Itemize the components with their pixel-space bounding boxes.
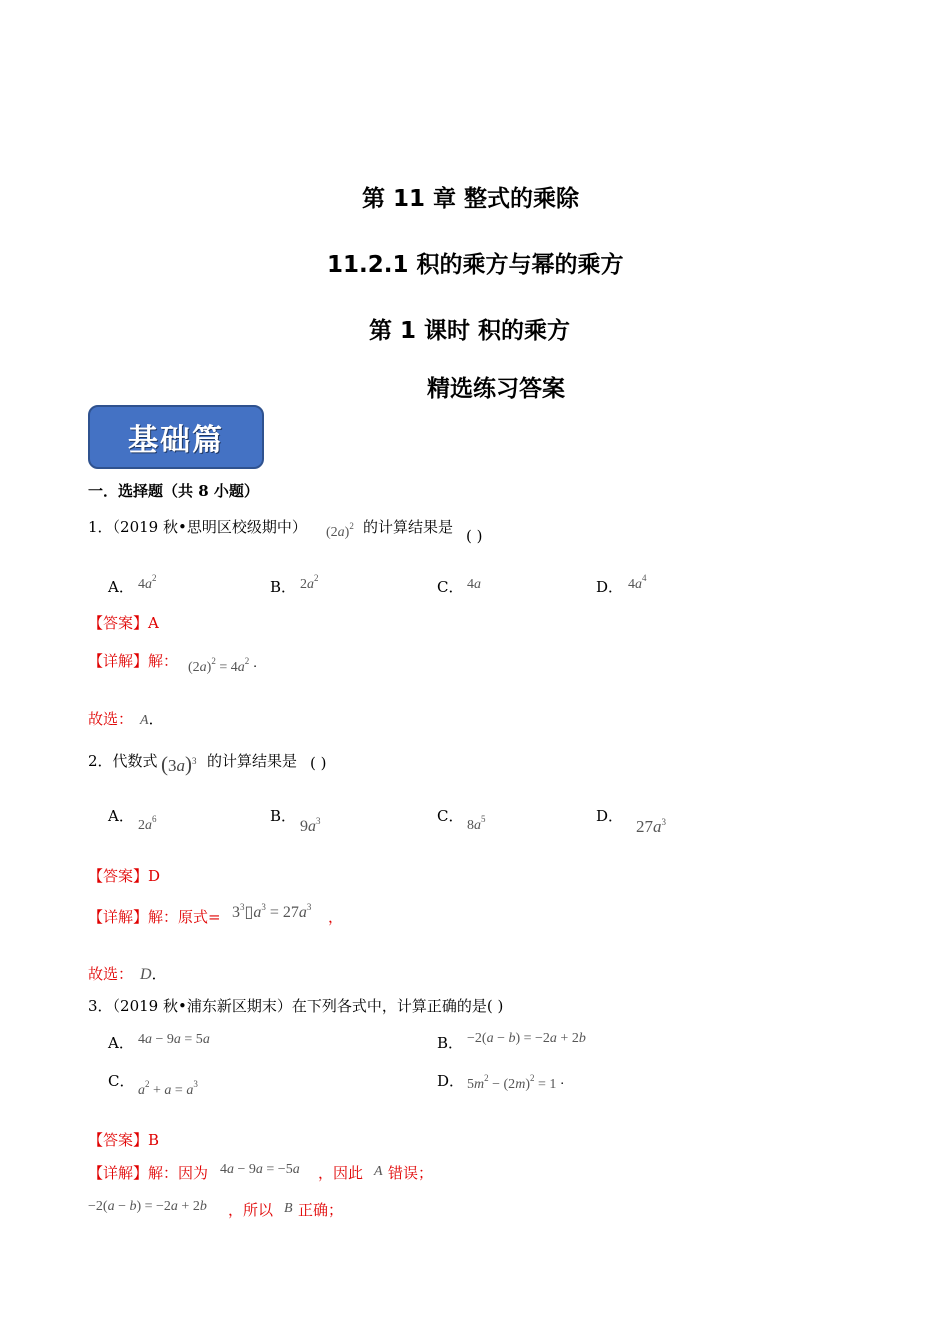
q1-option-c-label: C．	[437, 578, 464, 596]
q1-option-b-value: $2a^2$	[300, 573, 319, 592]
q1-answer: 【答案】A	[88, 614, 159, 632]
q2-detail: 【详解】解：原式=	[88, 908, 221, 926]
q3-detail-letter: A	[374, 1164, 383, 1179]
q2-conclusion: 故选：	[88, 965, 134, 983]
q1-detail: 【详解】解：	[88, 652, 179, 670]
q2-option-c-value: $8a^5$	[467, 814, 486, 833]
q3-option-d-label: D．	[437, 1072, 465, 1090]
q3-option-b-label: B．	[437, 1034, 464, 1052]
q2-detail-expression: $3^3▯a^3 = 27a^3$	[232, 902, 312, 921]
q3-detail: 【详解】解：因为	[88, 1164, 209, 1182]
q1-option-a-value: $4a^2$	[138, 573, 157, 592]
q1-detail-expression: $(2a)^2 = 4a^2$ ·	[188, 656, 258, 675]
q2-conclusion-value: D．	[140, 965, 167, 983]
subtitle: 精选练习答案	[427, 376, 565, 402]
q3-option-c-label: C．	[108, 1072, 135, 1090]
q1-blank: ( )	[466, 527, 483, 545]
q3-detail-mid: ，因此	[318, 1164, 364, 1182]
lesson-title: 第 1 课时 积的乘方	[369, 318, 571, 344]
q2-stem: 2．代数式	[88, 752, 158, 770]
q2-option-d-value: $27a^3$	[636, 817, 666, 836]
basic-section-badge: 基础篇	[88, 405, 264, 469]
q1-tail: 的计算结果是	[363, 518, 454, 536]
q2-option-c-label: C．	[437, 807, 464, 825]
q2-option-b-label: B．	[270, 807, 297, 825]
q2-option-a-label: A．	[108, 807, 134, 825]
q3-line2-end: 正确；	[298, 1201, 344, 1219]
q1-source: （2019 秋•思明区校级期中）	[112, 518, 307, 536]
q1-option-b-label: B．	[270, 578, 297, 596]
q3-stem: 3．（2019 秋•浦东新区期末）在下列各式中，计算正确的是( )	[88, 997, 504, 1015]
q1-option-a-label: A．	[108, 578, 134, 596]
q1-number: 1．	[88, 518, 113, 536]
q3-detail-expression: 4a − 9a = −5a	[220, 1162, 300, 1177]
q1-option-d-label: D．	[596, 578, 624, 596]
q3-option-a-label: A．	[108, 1034, 134, 1052]
q2-tail: 的计算结果是	[207, 752, 298, 770]
q1-expression: $(2a)^2$	[326, 521, 354, 540]
q1-stem	[88, 516, 307, 537]
q3-answer: 【答案】B	[88, 1131, 160, 1149]
q3-line2-letter: B	[284, 1201, 293, 1216]
q2-option-d-label: D．	[596, 807, 624, 825]
q2-answer: 【答案】D	[88, 867, 161, 885]
part-title: 一．选择题（共 8 小题）	[88, 482, 259, 500]
q3-option-a-value: 4a − 9a = 5a	[138, 1032, 210, 1047]
q1-option-c-value: 4a	[467, 577, 481, 592]
q1-option-d-value: $4a^4$	[628, 573, 647, 592]
section-title: 11.2.1 积的乘方与幂的乘方	[327, 252, 624, 278]
q3-line2-expression: −2(a − b) = −2a + 2b	[88, 1199, 207, 1214]
q1-conclusion: 故选：	[88, 710, 134, 728]
q2-option-a-value: $2a^6$	[138, 814, 157, 833]
q3-line2-mid: ，所以	[228, 1201, 274, 1219]
q2-detail-comma: ，	[328, 908, 344, 926]
chapter-title: 第 11 章 整式的乘除	[362, 186, 580, 212]
q3-detail-end: 错误；	[388, 1164, 434, 1182]
q2-option-b-value: $9a^3$	[300, 816, 321, 835]
q3-option-d-value: $5m^2 - (2m)^2 = 1$ ·	[467, 1073, 565, 1092]
q3-option-c-value: $a^2 + a = a^3$	[138, 1079, 198, 1098]
q2-blank: ( )	[310, 754, 327, 772]
q3-option-b-value: −2(a − b) = −2a + 2b	[467, 1031, 586, 1046]
q1-conclusion-value: A．	[140, 710, 164, 728]
q2-expression: $(3a)^3$	[161, 752, 197, 776]
